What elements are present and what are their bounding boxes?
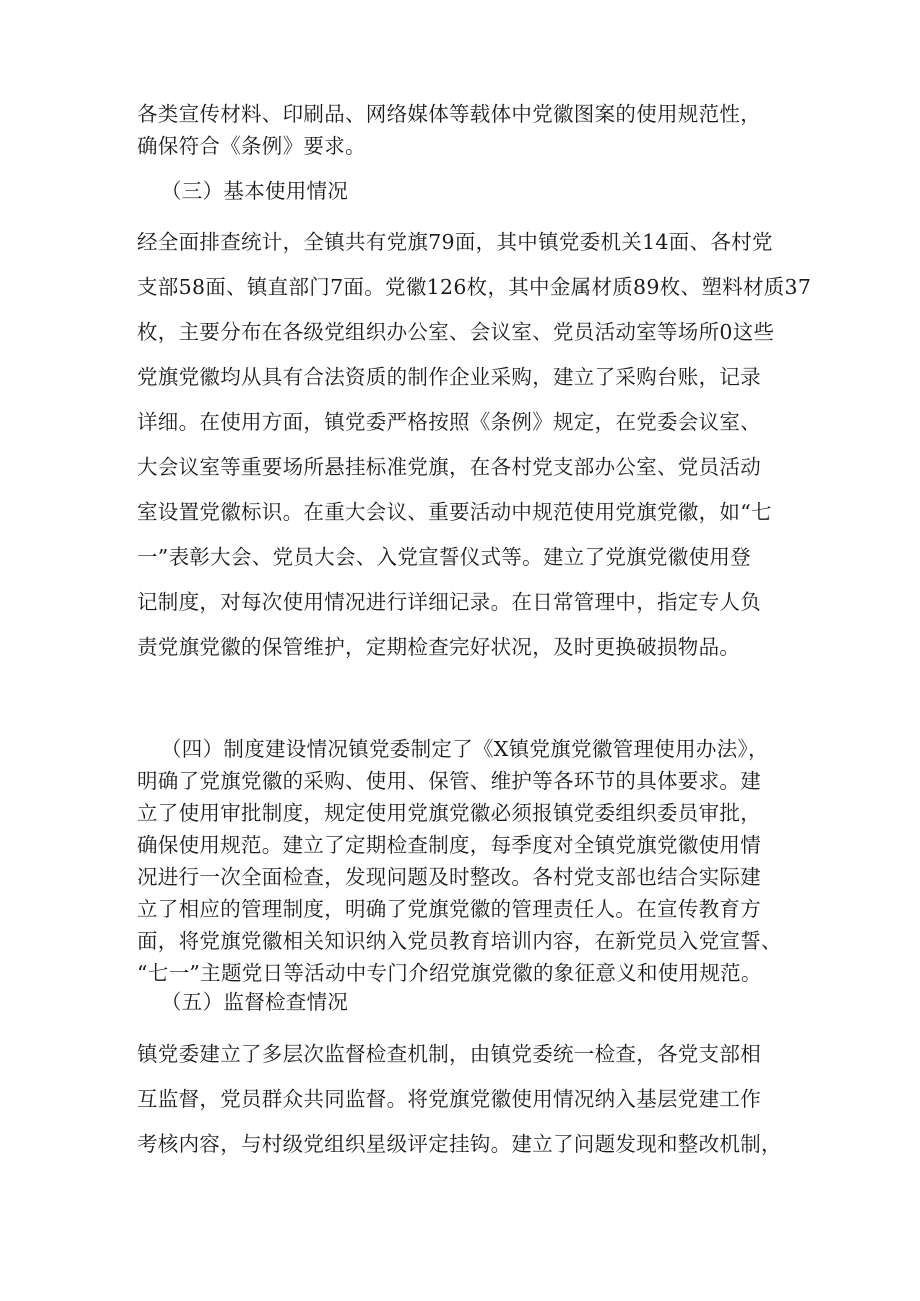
- text-line: 况进行一次全面检查，发现问题及时整改。各村党支部也结合实际建: [137, 865, 761, 889]
- text-line: 镇党委建立了多层次监督检查机制，由镇党委统一检查，各党支部相: [137, 1042, 761, 1066]
- text-line: 支部58面、镇直部门7面。党徽126枚，其中金属材质89枚、塑料材质37: [137, 275, 812, 299]
- section-heading-3: [137, 176, 821, 206]
- paragraph-usage: [137, 220, 812, 670]
- text-line: 考核内容，与村级党组织星级评定挂钩。建立了问题发现和整改机制，: [137, 1132, 782, 1156]
- text-line: （四）制度建设情况镇党委制定了《X镇党旗党徽管理使用办法》，: [161, 737, 769, 761]
- text-line: 详细。在使用方面，镇党委严格按照《条例》规定，在党委会议室、: [137, 410, 761, 434]
- paragraph-intro: [137, 98, 797, 162]
- heading-text: （五）监督检查情况: [161, 990, 349, 1014]
- paragraph-supervision: [137, 1032, 797, 1167]
- paragraph-system: [137, 733, 797, 989]
- text-line: 经全面排查统计，全镇共有党旗79面，其中镇党委机关14面、各村党: [137, 230, 773, 254]
- text-line: 立了使用审批制度，规定使用党旗党徽必须报镇党委组织委员审批，: [137, 801, 761, 825]
- text-line: 记制度，对每次使用情况进行详细记录。在日常管理中，指定专人负: [137, 590, 761, 614]
- text-line: 责党旗党徽的保管维护，定期检查完好状况，及时更换破损物品。: [137, 635, 741, 659]
- text-line: 各类宣传材料、印刷品、网络媒体等载体中党徽图案的使用规范性，: [137, 102, 761, 126]
- text-line: 明确了党旗党徽的采购、使用、保管、维护等各环节的具体要求。建: [137, 769, 761, 793]
- text-line: 互监督，党员群众共同监督。将党旗党徽使用情况纳入基层党建工作: [137, 1087, 761, 1111]
- text-line: 党旗党徽均从具有合法资质的制作企业采购，建立了采购台账，记录: [137, 365, 761, 389]
- text-line: 室设置党徽标识。在重大会议、重要活动中规范使用党旗党徽，如“七: [137, 500, 772, 524]
- section-heading-5: [137, 987, 821, 1017]
- text-line: 面，将党旗党徽相关知识纳入党员教育培训内容，在新党员入党宣誓、: [137, 929, 782, 953]
- text-line: 枚，主要分布在各级党组织办公室、会议室、党员活动室等场所0这些: [137, 320, 775, 344]
- text-line: 一”表彰大会、党员大会、入党宣誓仪式等。建立了党旗党徽使用登: [137, 545, 751, 569]
- text-line: “七一”主题党日等活动中专门介绍党旗党徽的象征意义和使用规范。: [137, 961, 762, 985]
- text-line: 确保使用规范。建立了定期检查制度，每季度对全镇党旗党徽使用情: [137, 833, 761, 857]
- text-line: 确保符合《条例》要求。: [137, 134, 366, 158]
- heading-text: （三）基本使用情况: [161, 179, 349, 203]
- text-line: 大会议室等重要场所悬挂标准党旗，在各村党支部办公室、党员活动: [137, 455, 761, 479]
- text-line: 立了相应的管理制度，明确了党旗党徽的管理责任人。在宣传教育方: [137, 897, 761, 921]
